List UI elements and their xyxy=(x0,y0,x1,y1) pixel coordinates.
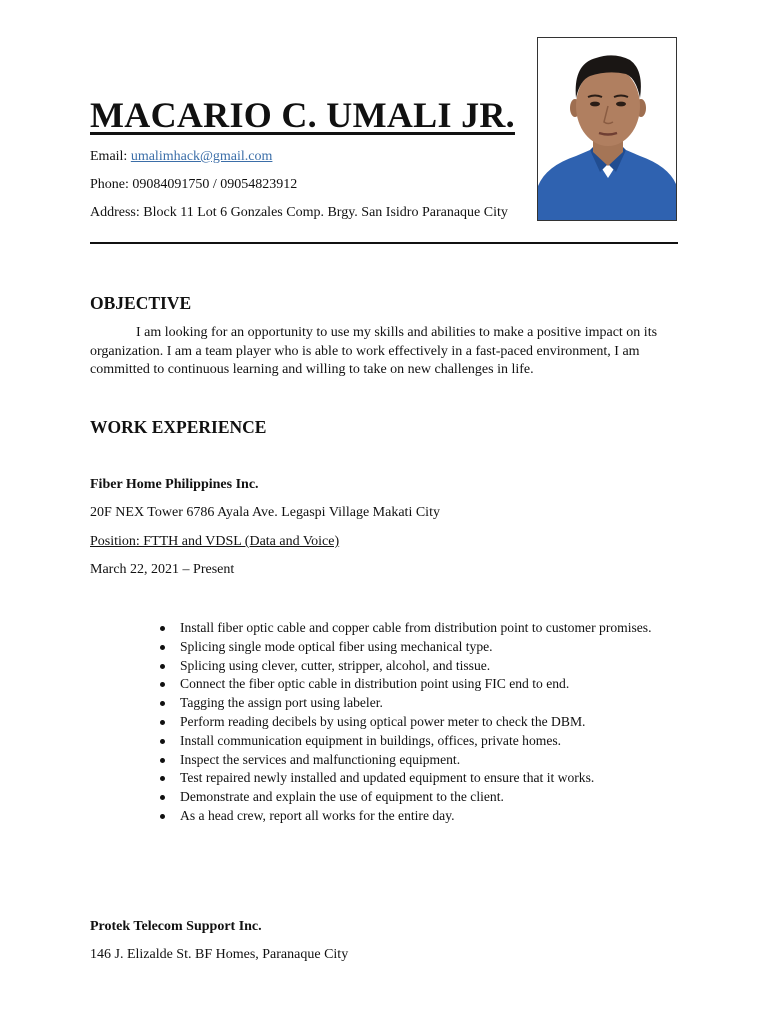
job-dates: March 22, 2021 – Present xyxy=(90,562,235,577)
list-item: Install fiber optic cable and copper cable from distribution point to customer promises. xyxy=(158,619,652,638)
list-item: Splicing single mode optical fiber using mechanical type. xyxy=(158,638,652,657)
list-item: Perform reading decibels by using optical power meter to check the DBM. xyxy=(158,713,652,732)
list-item: Test repaired newly installed and updated equipment to ensure that it works. xyxy=(158,769,652,788)
list-item: Install communication equipment in buildings, offices, private homes. xyxy=(158,732,652,751)
candidate-name: MACARIO C. UMALI JR. xyxy=(90,95,515,135)
list-item: Splicing using clever, cutter, stripper, alcohol, and tissue. xyxy=(158,657,652,676)
list-item: Tagging the assign port using labeler. xyxy=(158,694,652,713)
phone-line: Phone: 09084091750 / 09054823912 xyxy=(90,177,298,192)
job-address: 20F NEX Tower 6786 Ayala Ave. Legaspi Village Makati City xyxy=(90,505,440,520)
objective-text: I am looking for an opportunity to use my skills and abilities to make a positive impact on its organization. I am a team player who is able to work effectively in a fast-paced environment, I am committed to continuous learning and willing to take on new challenges in life. xyxy=(90,325,658,377)
email-line xyxy=(90,149,272,165)
header-divider xyxy=(90,242,678,244)
address-line: Address: Block 11 Lot 6 Gonzales Comp. Brgy. San Isidro Paranaque City xyxy=(90,205,508,220)
email-link[interactable]: umalimhack@gmail.com xyxy=(130,149,273,164)
job-duties-list xyxy=(158,619,652,826)
list-item: Inspect the services and malfunctioning equipment. xyxy=(158,751,652,770)
job-position: Position: FTTH and VDSL (Data and Voice) xyxy=(90,534,340,549)
job-company: Fiber Home Philippines Inc. xyxy=(90,477,259,492)
list-item: As a head crew, report all works for the entire day. xyxy=(158,807,652,826)
profile-photo xyxy=(537,37,677,221)
email-label: Email: xyxy=(90,149,131,164)
objective-heading: OBJECTIVE xyxy=(90,293,192,313)
list-item: Demonstrate and explain the use of equipment to the client. xyxy=(158,788,652,807)
job-address: 146 J. Elizalde St. BF Homes, Paranaque City xyxy=(90,947,349,962)
job-company: Protek Telecom Support Inc. xyxy=(90,919,262,934)
work-experience-heading: WORK EXPERIENCE xyxy=(90,417,267,437)
list-item: Connect the fiber optic cable in distribution point using FIC end to end. xyxy=(158,675,652,694)
